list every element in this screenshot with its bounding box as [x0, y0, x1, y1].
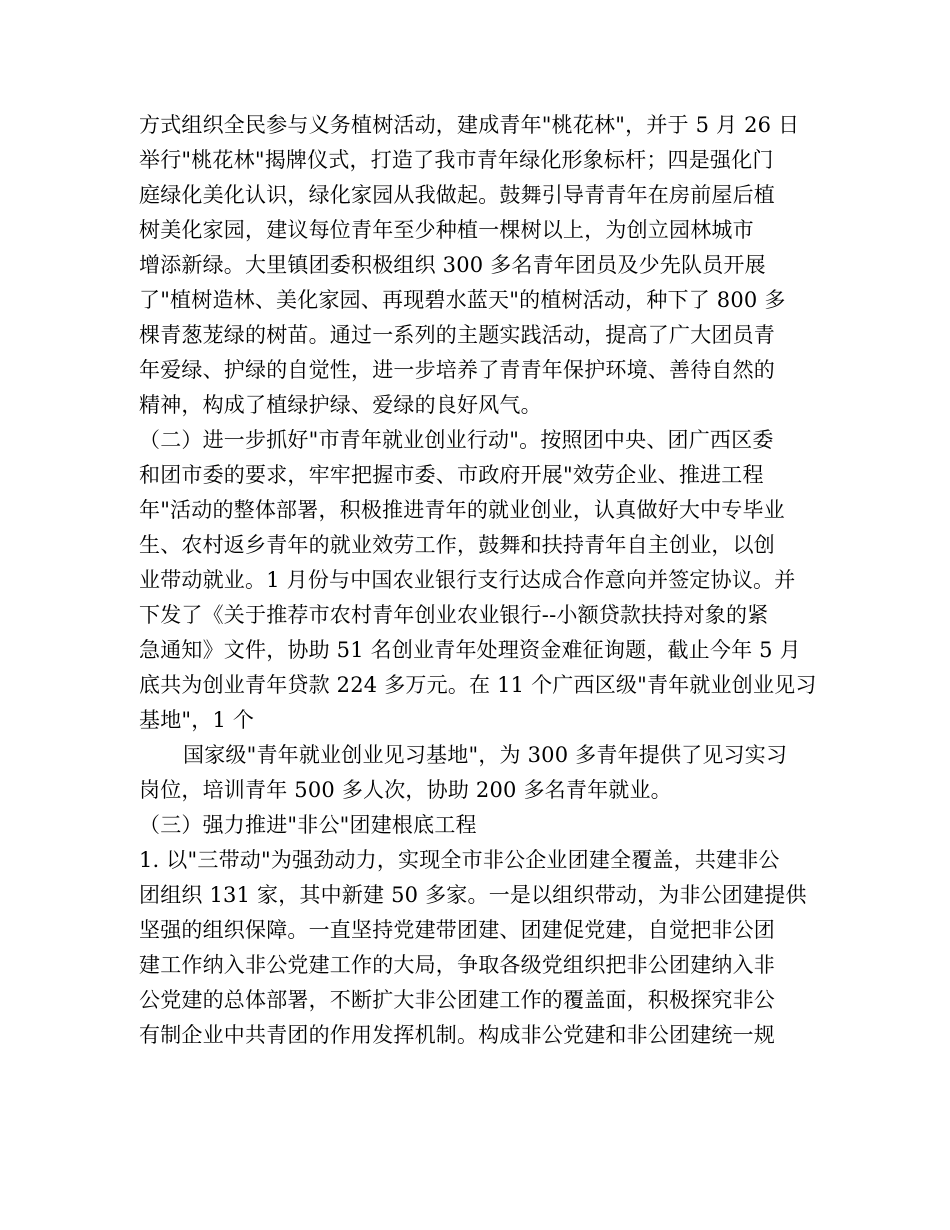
text-line: 1. 以"三带动"为强劲动力，实现全市非公企业团建全覆盖，共建非公 [139, 848, 780, 872]
text-line: 岗位，培训青年 500 多人次，协助 200 多名青年就业。 [139, 778, 672, 802]
text-line: 举行"桃花林"揭牌仪式，打造了我市青年绿化形象标杆；四是强化门 [139, 148, 774, 172]
text-line: 下发了《关于推荐市农村青年创业农业银行--小额贷款扶持对象的紧 [139, 603, 769, 627]
text-line: 公党建的总体部署，不断扩大非公团建工作的覆盖面，积极探究非公 [139, 988, 775, 1012]
text-line: 团组织 131 家，其中新建 50 多家。一是以组织带动，为非公团建提供 [139, 883, 807, 907]
body-text [139, 108, 819, 1053]
text-line: 精神，构成了植绿护绿、爱绿的良好风气。 [139, 393, 542, 417]
text-line: 了"植树造林、美化家园、再现碧水蓝天"的植树活动，种下了 800 多 [139, 288, 786, 312]
section-heading-3: （三）强力推进"非公"团建根底工程 [139, 813, 477, 837]
text-line: 有制企业中共青团的作用发挥机制。构成非公党建和非公团建统一规 [139, 1023, 775, 1047]
section-heading-2: （二）进一步抓好"市青年就业创业行动"。按照团中央、团广西区委 [139, 428, 774, 452]
text-line: 树美化家园，建议每位青年至少种植一棵树以上，为创立园林城市 [139, 218, 754, 242]
text-line-indented: 国家级"青年就业创业见习基地"，为 300 多青年提供了见习实习 [183, 743, 788, 767]
text-line: 方式组织全民参与义务植树活动，建成青年"桃花林"，并于 5 月 26 日 [139, 113, 800, 137]
text-line: 基地"，1 个 [139, 708, 255, 732]
text-line: 和团市委的要求，牢牢把握市委、市政府开展"效劳企业、推进工程 [139, 463, 764, 487]
text-line: 坚强的组织保障。一直坚持党建带团建、团建促党建，自觉把非公团 [139, 918, 775, 942]
text-line: 急通知》文件，协助 51 名创业青年处理资金难征询题，截止今年 5 月 [139, 638, 801, 662]
text-line: 建工作纳入非公党建工作的大局，争取各级党组织把非公团建纳入非 [139, 953, 775, 977]
text-line: 增添新绿。大里镇团委积极组织 300 多名青年团员及少先队员开展 [139, 253, 766, 277]
text-line: 庭绿化美化认识，绿化家园从我做起。鼓舞引导青青年在房前屋后植 [139, 183, 775, 207]
text-line: 底共为创业青年贷款 224 多万元。在 11 个广西区级"青年就业创业见习 [139, 673, 817, 697]
text-line: 生、农村返乡青年的就业效劳工作，鼓舞和扶持青年自主创业，以创 [139, 533, 775, 557]
text-line: 年"活动的整体部署，积极推进青年的就业创业，认真做好大中专毕业 [139, 498, 785, 522]
text-line: 年爱绿、护绿的自觉性，进一步培养了青青年保护环境、善待自然的 [139, 358, 775, 382]
text-line: 棵青葱茏绿的树苗。通过一系列的主题实践活动，提高了广大团员青 [139, 323, 775, 347]
text-line: 业带动就业。1 月份与中国农业银行支行达成合作意向并签定协议。并 [139, 568, 796, 592]
